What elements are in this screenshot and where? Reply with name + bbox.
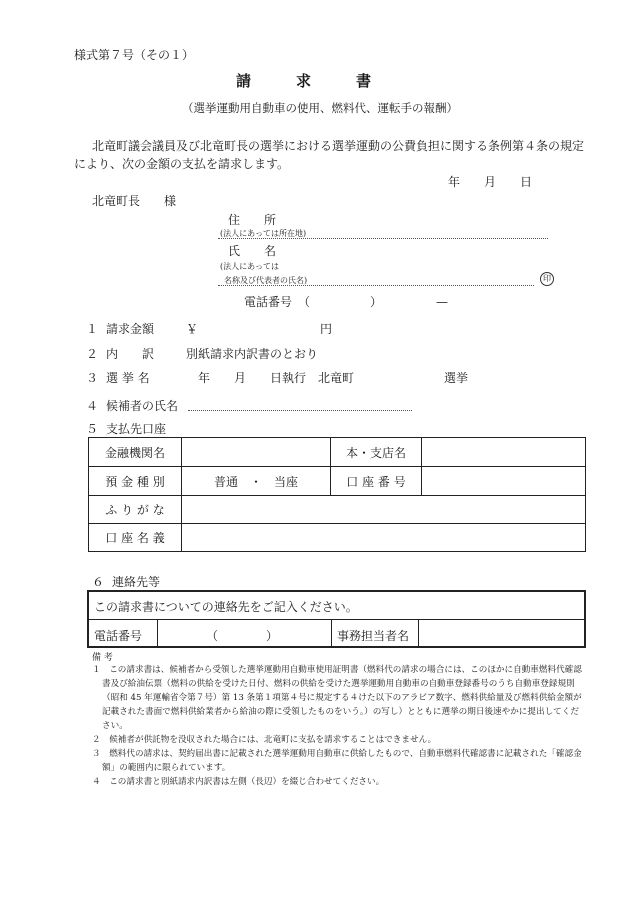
item-1-label: 請求金額 [106,322,155,336]
intro-line-1: 北竜町議会議員及び北竜町長の選挙における選挙運動の公費負担に関する条例第４条の規定 [92,139,585,153]
account-number-field[interactable] [422,467,586,496]
item-2-label: 内 訳 [106,347,155,361]
account-holder-field[interactable] [182,524,586,552]
name-note-2: 名称及び代表者の氏名) [224,276,308,285]
candidate-name-line [188,410,412,411]
addressee: 北竜町長 様 [92,194,177,208]
note-1: １ この請求書は、候補者から受領した選挙運動用自動車使用証明書（燃料代の請求の場合には、このほかに自動車燃料代確認書及び給油伝票（燃料の供給を受けた日付、燃料の供給を受けた選挙運動用自動車の自動車登録番号のうち自動車登録規則（昭和 45 年運輸省令第７号）第 13 条第１項第４号に規定する４けた以下のアラビア数字、燃料供給量及び燃料供給金額が記載された書面で燃料供給業者から給油の際に受領したものをいう。）の写し）とともに選挙の期日後速やかに提出してください。 [92,665,582,731]
contact-divider [88,619,585,620]
account-number-label: 口 座 番 号 [331,467,422,496]
deposit-type-label: 預 金 種 別 [89,467,182,496]
furigana-field[interactable] [182,496,586,524]
item-3-label: 選 挙 名 [106,371,150,385]
note-4: ４ この請求書と別紙請求内訳書は左側（長辺）を綴じ合わせてください。 [92,777,385,787]
page-title: 請 求 書 [236,72,372,90]
name-note-1: (法人にあっては [220,262,280,271]
item-5-label: 支払先口座 [106,422,167,436]
item-1-number: １ [86,322,99,336]
item-4-number: ４ [86,399,99,413]
address-label: 住 所 [228,213,277,227]
item-2-value: 別紙請求内訳書のとおり [186,347,319,361]
branch-field[interactable] [422,438,586,467]
branch-label: 本・支店名 [331,438,422,467]
intro-line-2: により、次の金額の支払を請求します。 [74,157,290,171]
item-3-value: 年 月 日執行 北竜町 [198,371,355,385]
name-line [218,285,534,286]
yen-sign: ￥ [186,322,199,336]
contact-divider-1 [157,619,158,647]
address-note: (法人にあっては所在地) [220,229,307,238]
notes-list [92,663,587,789]
item-3-number: ３ [86,371,99,385]
form-number: 様式第７号（その１） [74,48,195,62]
contact-divider-3 [418,619,419,647]
contact-instruction: この請求書についての連絡先をご記入ください。 [94,600,358,614]
contact-divider-2 [331,619,332,647]
name-label: 氏 名 [228,244,277,258]
contact-phone-field[interactable]: （ ） [206,629,279,643]
item-3-suffix: 選挙 [444,371,469,385]
note-2: ２ 候補者が供託物を没収された場合には、北竜町に支払を請求することはできません。 [92,735,437,745]
phone-label: 電話番号 （ ） — [244,295,449,309]
bank-table [88,437,586,552]
contact-phone-label: 電話番号 [94,629,143,643]
address-line [218,238,548,239]
item-6-number: ６ [92,575,105,589]
notes-heading: 備 考 [92,653,113,663]
item-2-number: ２ [86,347,99,361]
seal-mark: 印 [540,272,554,286]
item-6-label: 連絡先等 [112,575,161,589]
contact-person-label: 事務担当者名 [337,629,410,643]
furigana-label: ふ り が な [89,496,182,524]
bank-name-label: 金融機関名 [89,438,182,467]
subtitle: （選挙運動用自動車の使用、燃料代、運転手の報酬） [182,101,458,115]
item-4-label: 候補者の氏名 [106,399,179,413]
yen-unit: 円 [320,322,333,336]
account-holder-label: 口 座 名 義 [89,524,182,552]
note-3: ３ 燃料代の請求は、契約届出書に記載された選挙運動用自動車に供給したもので、自動車燃料代確認書に記載された「確認金額」の範囲内に限られています。 [92,749,582,773]
date-label: 年 月 日 [448,175,533,189]
item-5-number: ５ [86,422,99,436]
deposit-type-options[interactable]: 普通 ・ 当座 [182,467,331,496]
bank-name-field[interactable] [182,438,331,467]
